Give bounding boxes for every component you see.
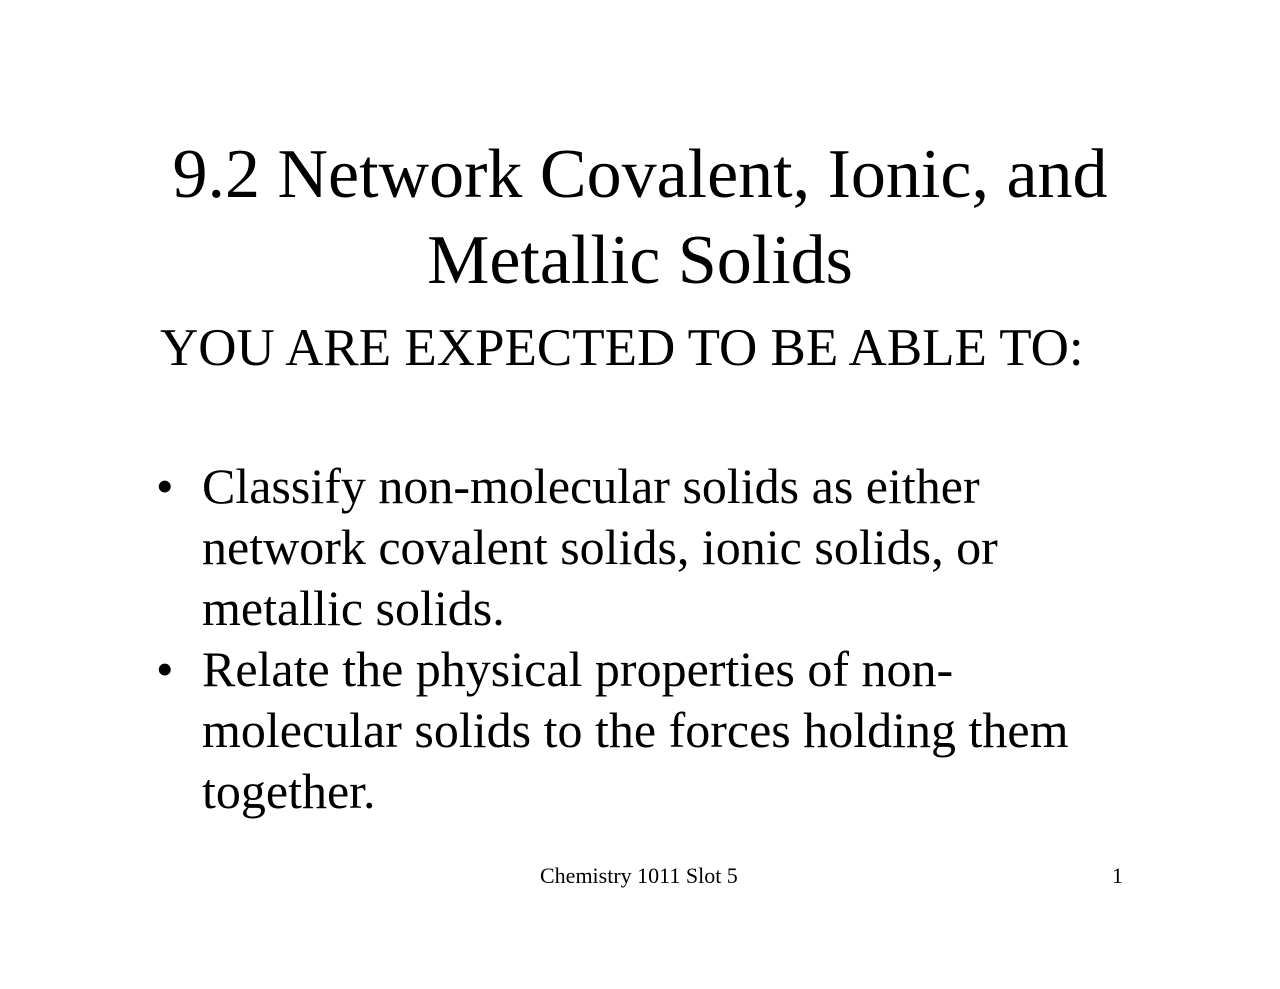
objectives-list: [156, 456, 1156, 822]
slide-title: [100, 132, 1180, 304]
list-item-line: Classify non-molecular solids as either: [202, 458, 980, 514]
footer-course-label: Chemistry 1011 Slot 5: [540, 863, 738, 888]
list-item-line: Relate the physical properties of non-: [202, 641, 954, 697]
bullet-icon: •: [156, 458, 174, 514]
list-item-text: [202, 456, 1156, 639]
list-item-line: network covalent solids, ionic solids, or: [202, 519, 998, 575]
objectives-heading: YOU ARE EXPECTED TO BE ABLE TO:: [160, 319, 1084, 377]
list-item: [156, 639, 1156, 822]
title-line: 9.2 Network Covalent, Ionic, and: [172, 136, 1108, 213]
title-line: Metallic Solids: [427, 222, 853, 299]
page-number: 1: [1112, 863, 1123, 888]
list-item-text: [202, 639, 1156, 822]
list-item: [156, 456, 1156, 639]
list-item-line: together.: [202, 763, 376, 819]
list-item-line: metallic solids.: [202, 580, 505, 636]
list-item-line: molecular solids to the forces holding them: [202, 702, 1069, 758]
bullet-icon: •: [156, 641, 174, 697]
